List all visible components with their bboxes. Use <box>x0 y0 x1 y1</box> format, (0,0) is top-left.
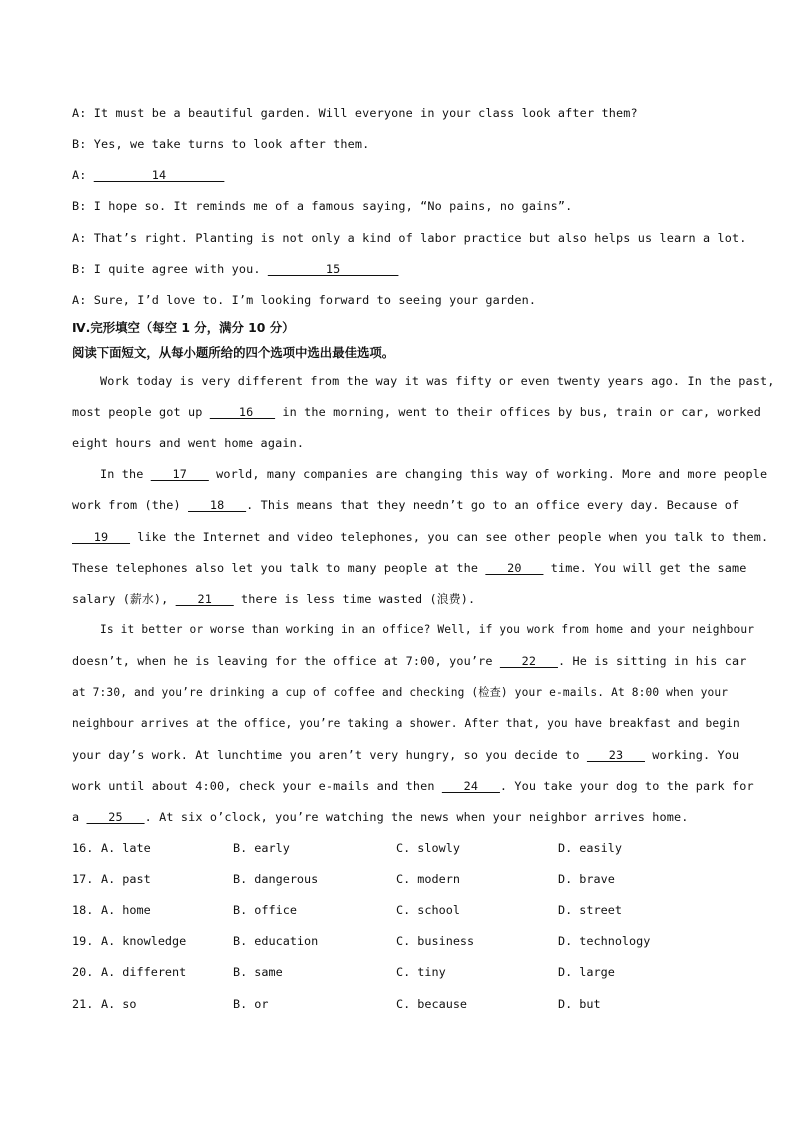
passage-text: there is less time wasted (浪费). <box>240 592 476 606</box>
passage-text: work until about 4:00, check your e-mails and then <box>72 779 435 793</box>
dialogue-line <box>72 261 724 277</box>
passage-text: In the <box>100 467 144 481</box>
passage-text: doesn’t, when he is leaving for the office at 7:00, you’re <box>72 654 493 668</box>
answer-blank-17[interactable]: ___17___ <box>150 467 209 481</box>
option-b[interactable]: B. education <box>233 934 319 948</box>
passage-line <box>100 622 755 638</box>
passage-line <box>72 497 740 513</box>
answer-blank-15[interactable]: ________15________ <box>267 262 399 276</box>
passage-text: . You take your dog to the park for <box>499 779 754 793</box>
dialogue-text: I hope so. It reminds me of a famous saying, “No pains, no gains”. <box>93 199 573 213</box>
dialogue-line <box>72 105 724 121</box>
speaker-label: A: <box>72 231 87 245</box>
question-options-17 <box>72 872 732 888</box>
answer-blank-18[interactable]: ___18___ <box>188 498 247 512</box>
answer-blank-19[interactable]: ___19___ <box>72 530 131 544</box>
option-a[interactable]: A. home <box>101 903 151 917</box>
passage-line <box>72 560 747 576</box>
passage-text: a <box>72 810 80 824</box>
passage-text: eight hours and went home again. <box>72 436 305 450</box>
passage-line <box>72 685 729 701</box>
speaker-label: B: <box>72 262 87 276</box>
passage-text: working. You <box>652 748 740 762</box>
answer-blank-14[interactable]: ________14________ <box>93 168 225 182</box>
passage-line <box>72 435 724 451</box>
option-d[interactable]: D. technology <box>558 934 651 948</box>
option-b[interactable]: B. or <box>233 997 269 1011</box>
answer-blank-25[interactable]: ___25___ <box>86 810 145 824</box>
dialogue-line <box>72 167 724 183</box>
answer-blank-16[interactable]: ____16___ <box>209 405 276 419</box>
speaker-label: B: <box>72 199 87 213</box>
option-a[interactable]: A. past <box>101 872 151 886</box>
speaker-label: A: <box>72 293 87 307</box>
option-d[interactable]: D. brave <box>558 872 615 886</box>
passage-line <box>100 373 775 389</box>
dialogue-text: I quite agree with you. <box>93 262 261 276</box>
dialogue-text: Sure, I’d love to. I’m looking forward to seeing your garden. <box>93 293 537 307</box>
option-d[interactable]: D. easily <box>558 841 622 855</box>
passage-text: salary (薪水), <box>72 592 169 606</box>
option-c[interactable]: C. modern <box>396 872 460 886</box>
passage-text: neighbour arrives at the office, you’re taking a shower. After that, you have breakfast and begin <box>72 717 740 730</box>
option-a[interactable]: A. different <box>101 965 187 979</box>
passage-line <box>72 404 762 420</box>
question-number: 21. <box>72 997 94 1011</box>
passage-text: . This means that they needn’t go to an office every day. Because of <box>246 498 740 512</box>
passage-line <box>72 529 769 545</box>
question-number: 20. <box>72 965 94 979</box>
option-b[interactable]: B. office <box>233 903 297 917</box>
option-b[interactable]: B. early <box>233 841 290 855</box>
answer-blank-21[interactable]: ___21___ <box>175 592 234 606</box>
speaker-label: A: <box>72 106 87 120</box>
speaker-label: A: <box>72 168 87 182</box>
dialogue-line <box>72 230 747 246</box>
question-number: 19. <box>72 934 94 948</box>
passage-line <box>72 653 747 669</box>
passage-text: Is it better or worse than working in an office? Well, if you work from home and your neighbour <box>100 623 755 636</box>
answer-blank-23[interactable]: ___23___ <box>586 748 645 762</box>
speaker-label: B: <box>72 137 87 151</box>
section-title: Ⅳ.完形填空（每空 1 分，满分 10 分） <box>72 320 295 335</box>
option-c[interactable]: C. school <box>396 903 460 917</box>
question-options-20 <box>72 965 732 981</box>
question-options-16 <box>72 841 732 857</box>
passage-line <box>72 591 724 607</box>
option-b[interactable]: B. same <box>233 965 283 979</box>
passage-line <box>72 809 724 825</box>
option-c[interactable]: C. tiny <box>396 965 446 979</box>
question-number: 16. <box>72 841 94 855</box>
passage-text: at 7:30, and you’re drinking a cup of coffee and checking (检查) your e-mails. At 8:00 when your <box>72 686 729 699</box>
passage-text: time. You will get the same <box>550 561 747 575</box>
option-b[interactable]: B. dangerous <box>233 872 319 886</box>
section-instruction: 阅读下面短文，从每小题所给的四个选项中选出最佳选项。 <box>72 345 395 360</box>
answer-blank-24[interactable]: ___24___ <box>441 779 500 793</box>
passage-line <box>72 778 754 794</box>
dialogue-line <box>72 136 724 152</box>
option-d[interactable]: D. large <box>558 965 615 979</box>
dialogue-text: It must be a beautiful garden. Will everyone in your class look after them? <box>93 106 638 120</box>
option-a[interactable]: A. so <box>101 997 137 1011</box>
passage-line <box>100 466 768 482</box>
option-c[interactable]: C. because <box>396 997 468 1011</box>
question-options-18 <box>72 903 732 919</box>
question-number: 18. <box>72 903 94 917</box>
option-a[interactable]: A. knowledge <box>101 934 187 948</box>
option-c[interactable]: C. business <box>396 934 475 948</box>
dialogue-text: That’s right. Planting is not only a kind of labor practice but also helps us learn a lot. <box>93 231 747 245</box>
passage-text: like the Internet and video telephones, you can see other people when you talk to them. <box>137 530 769 544</box>
answer-blank-22[interactable]: ___22___ <box>499 654 558 668</box>
passage-text: These telephones also let you talk to many people at the <box>72 561 479 575</box>
question-number: 17. <box>72 872 94 886</box>
option-a[interactable]: A. late <box>101 841 151 855</box>
dialogue-line <box>72 198 724 214</box>
question-options-19 <box>72 934 732 950</box>
passage-text: world, many companies are changing this way of working. More and more people <box>216 467 768 481</box>
dialogue-line <box>72 292 724 308</box>
option-c[interactable]: C. slowly <box>396 841 460 855</box>
passage-text: . He is sitting in his car <box>557 654 747 668</box>
passage-text: . At six o’clock, you’re watching the news when your neighbor arrives home. <box>144 810 689 824</box>
option-d[interactable]: D. but <box>558 997 601 1011</box>
answer-blank-20[interactable]: ___20___ <box>485 561 544 575</box>
dialogue-text: Yes, we take turns to look after them. <box>93 137 370 151</box>
passage-line <box>72 716 740 732</box>
passage-text: in the morning, went to their offices by bus, train or car, worked <box>282 405 762 419</box>
passage-text: most people got up <box>72 405 203 419</box>
passage-text: Work today is very different from the way it was fifty or even twenty years ago. In the past, <box>100 374 775 388</box>
passage-text: your day’s work. At lunchtime you aren’t very hungry, so you decide to <box>72 748 580 762</box>
option-d[interactable]: D. street <box>558 903 622 917</box>
question-options-21 <box>72 997 732 1013</box>
passage-line <box>72 747 740 763</box>
passage-text: work from (the) <box>72 498 181 512</box>
